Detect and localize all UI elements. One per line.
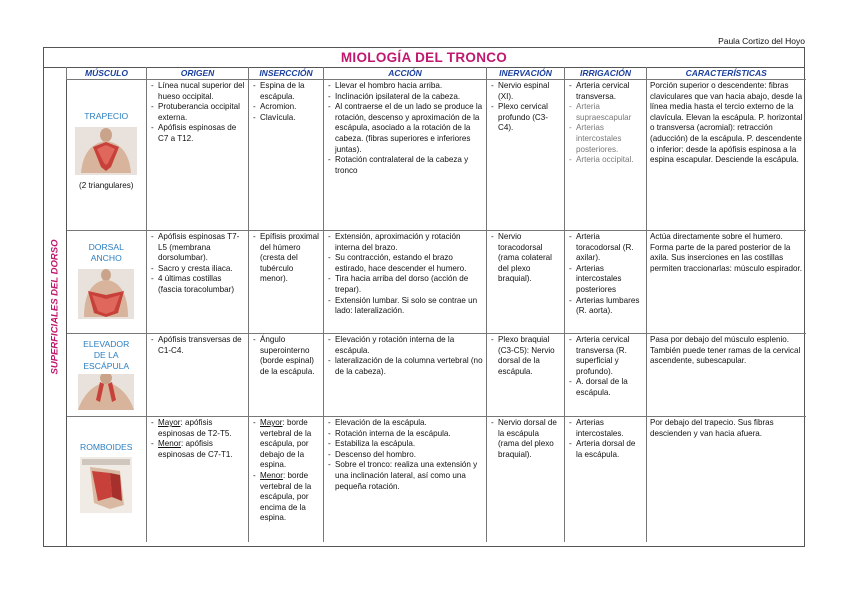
- muscle-name: TRAPECIO: [84, 111, 129, 121]
- list-item: - Arteria cervical transversa.: [568, 81, 643, 102]
- list-item: - Epífisis proximal del húmero (cresta del tubérculo menor).: [252, 232, 320, 285]
- muscle-note: (2 triangulares): [79, 181, 134, 190]
- list-item: - Nervio dorsal de la escápula (rama del plexo braquial).: [490, 418, 561, 460]
- rhomboid-image: [80, 457, 132, 513]
- list-item: - Arteria occipital.: [568, 155, 643, 166]
- header-accion: ACCIÓN: [324, 67, 487, 80]
- list-item: - Nervio espinal (XI).: [490, 81, 561, 102]
- list-item: - Línea nucal superior del hueso occipital.: [150, 81, 245, 102]
- muscle-cell: [67, 80, 147, 231]
- table-row: [67, 417, 806, 543]
- list-item: - Extensión lumbar. Si solo se contrae un lado: lateralización.: [327, 296, 483, 317]
- author-name: Paula Cortizo del Hoyo: [718, 36, 805, 46]
- levator-scapulae-image: [78, 374, 134, 410]
- list-item: - A. dorsal de la escápula.: [568, 377, 643, 398]
- insercion-lead: Mayor: [260, 418, 283, 427]
- accion-cell: [324, 80, 487, 231]
- table-row: [67, 231, 806, 334]
- list-item: - Clavícula.: [252, 113, 320, 124]
- inervacion-cell: [487, 231, 565, 334]
- header-irrigacion: IRRIGACIÓN: [565, 67, 647, 80]
- origen-lead: Menor: [158, 439, 181, 449]
- inervacion-cell: [487, 334, 565, 417]
- list-item: - Extensión, aproximación y rotación interna del brazo.: [327, 232, 483, 253]
- list-item: - Arteria toracodorsal (R. axilar).: [568, 232, 643, 264]
- trapezius-image: [75, 127, 137, 175]
- origen-cell: [147, 80, 249, 231]
- list-item: [150, 439, 245, 460]
- list-item: - Su contracción, estando el brazo estirado, hace descender el humero.: [327, 253, 483, 274]
- origen-cell: [147, 417, 249, 543]
- table-row: [67, 80, 806, 231]
- list-item: - Elevación y rotación interna de la escápula.: [327, 335, 483, 356]
- page-title: MIOLOGÍA DEL TRONCO: [44, 48, 804, 68]
- header-inervacion: INERVACIÓN: [487, 67, 565, 80]
- list-item: - Sobre el tronco: realiza una extensión y una inclinación lateral, así como una pequeña rotación.: [327, 460, 483, 492]
- origen-cell: [147, 231, 249, 334]
- list-item: - Al contraerse el de un lado se produce la rotación, descenso y aproximación de la escápula, asociado a la rotación de la cabeza. (fibras superiores e inferiores juntas).: [327, 102, 483, 155]
- group-sidebar: [44, 67, 67, 546]
- list-item: - Apófisis espinosas T7-L5 (membrana dorsolumbar).: [150, 232, 245, 264]
- irrigacion-cell: [565, 334, 647, 417]
- insercion-cell: [249, 231, 324, 334]
- insercion-cell: [249, 334, 324, 417]
- header-insercion: INSERCCIÓN: [249, 67, 324, 80]
- list-item: - Acromion.: [252, 102, 320, 113]
- irrigacion-cell: [565, 80, 647, 231]
- origen-cell: [147, 334, 249, 417]
- list-item: - lateralización de la columna vertebral (no de la cabeza).: [327, 356, 483, 377]
- muscle-name: DORSAL: [88, 242, 124, 252]
- muscle-cell: [67, 231, 147, 334]
- accion-cell: [324, 334, 487, 417]
- muscle-table: [66, 67, 806, 542]
- header-musculo: MÚSCULO: [67, 67, 147, 80]
- list-item: - Arteria cervical transversa (R. superficial y profundo).: [568, 335, 643, 377]
- list-item: - Arterias intercostales.: [568, 418, 643, 439]
- header-caracteristicas: CARACTERÍSTICAS: [647, 67, 806, 80]
- list-item: - Rotación contralateral de la cabeza y tronco: [327, 155, 483, 176]
- list-item: - Llevar el hombro hacia arriba.: [327, 81, 483, 92]
- accion-cell: [324, 417, 487, 543]
- muscle-name: ROMBOIDES: [79, 442, 133, 452]
- list-item: - Arterias intercostales posteriores: [568, 264, 643, 296]
- insercion-cell: [249, 417, 324, 543]
- list-item: - Apófisis transversas de C1-C4.: [150, 335, 245, 356]
- list-item: - Protuberancia occipital externa.: [150, 102, 245, 123]
- caracteristicas-cell: Actúa directamente sobre el humero. Forma parte de la pared posterior de la axila. Sus inserciones en las costillas permiten traccionarlas: músculo espirador.: [647, 231, 806, 334]
- insercion-text: : borde vertebral de la escápula, por encima de la espina.: [260, 470, 312, 523]
- caracteristicas-cell: Pasa por debajo del músculo esplenio. También puede tener ramas de la cervical ascendente, subescapular.: [647, 334, 806, 417]
- list-item: - Elevación de la escápula.: [327, 418, 483, 429]
- caracteristicas-cell: Por debajo del trapecio. Sus fibras descienden y van hacia afuera.: [647, 417, 806, 543]
- latissimus-image: [78, 269, 134, 319]
- list-item: [150, 418, 245, 439]
- list-item: - Plexo braquial (C3-C5): Nervio dorsal de la escápula.: [490, 335, 561, 377]
- list-item: - Arterias lumbares (R. aorta).: [568, 296, 643, 317]
- muscle-name: ELEVADOR: [83, 339, 130, 349]
- group-label: SUPERFICIALES DEL DORSO: [49, 239, 61, 374]
- muscle-name: DE LA: [93, 350, 119, 360]
- list-item: - Descenso del hombro.: [327, 450, 483, 461]
- list-item: - Espina de la escápula.: [252, 81, 320, 102]
- list-item: [252, 471, 320, 524]
- origen-text: : apófisis espinosas de C7-T1.: [158, 439, 233, 459]
- header-row: [67, 67, 806, 80]
- list-item: - Sacro y cresta iliaca.: [150, 264, 245, 275]
- muscle-cell: [67, 417, 147, 543]
- inervacion-cell: [487, 417, 565, 543]
- caracteristicas-cell: Porción superior o descendente: fibras claviculares que van hacia abajo, desde la línea media hasta el tercio externo de la clavícula. Elevan la escápula. P. horizontal o transversa (acromial): retracción (aducción) de la escápula. P. descendente o inferior: desde la apófisis espinosa a la espina escapular. Desciende la escápula.: [647, 80, 806, 231]
- list-item: - Arterias intercostales posteriores.: [568, 123, 643, 155]
- list-item: - Arteria supraescapular: [568, 102, 643, 123]
- list-item: - 4 últimas costillas (fascia toracolumbar): [150, 274, 245, 295]
- insercion-lead: Menor: [260, 470, 283, 480]
- header-origen: ORIGEN: [147, 67, 249, 80]
- irrigacion-cell: [565, 231, 647, 334]
- list-item: - Inclinación ipsilateral de la cabeza.: [327, 92, 483, 103]
- muscle-cell: [67, 334, 147, 417]
- insercion-cell: [249, 80, 324, 231]
- list-item: - Tira hacia arriba del dorso (acción de trepar).: [327, 274, 483, 295]
- muscle-name: ESCÁPULA: [83, 361, 130, 371]
- irrigacion-cell: [565, 417, 647, 543]
- muscle-table-sheet: [43, 47, 805, 547]
- list-item: - Nervio toracodorsal (rama colateral del plexo braquial).: [490, 232, 561, 285]
- origen-lead: Mayor: [158, 418, 181, 427]
- list-item: - Ángulo superointerno (borde espinal) de la escápula.: [252, 335, 320, 377]
- list-item: - Estabiliza la escápula.: [327, 439, 483, 450]
- origen-text: : apófisis espinosas de T2-T5.: [158, 418, 232, 438]
- inervacion-cell: [487, 80, 565, 231]
- list-item: - Apófisis espinosas de C7 a T12.: [150, 123, 245, 144]
- list-item: [252, 418, 320, 471]
- insercion-text: : borde vertebral de la escápula, por debajo de la espina.: [260, 418, 312, 470]
- list-item: - Arteria dorsal de la escápula.: [568, 439, 643, 460]
- accion-cell: [324, 231, 487, 334]
- table-row: [67, 334, 806, 417]
- list-item: - Rotación interna de la escápula.: [327, 429, 483, 440]
- muscle-name: ANCHO: [90, 253, 122, 263]
- list-item: - Plexo cervical profundo (C3-C4).: [490, 102, 561, 134]
